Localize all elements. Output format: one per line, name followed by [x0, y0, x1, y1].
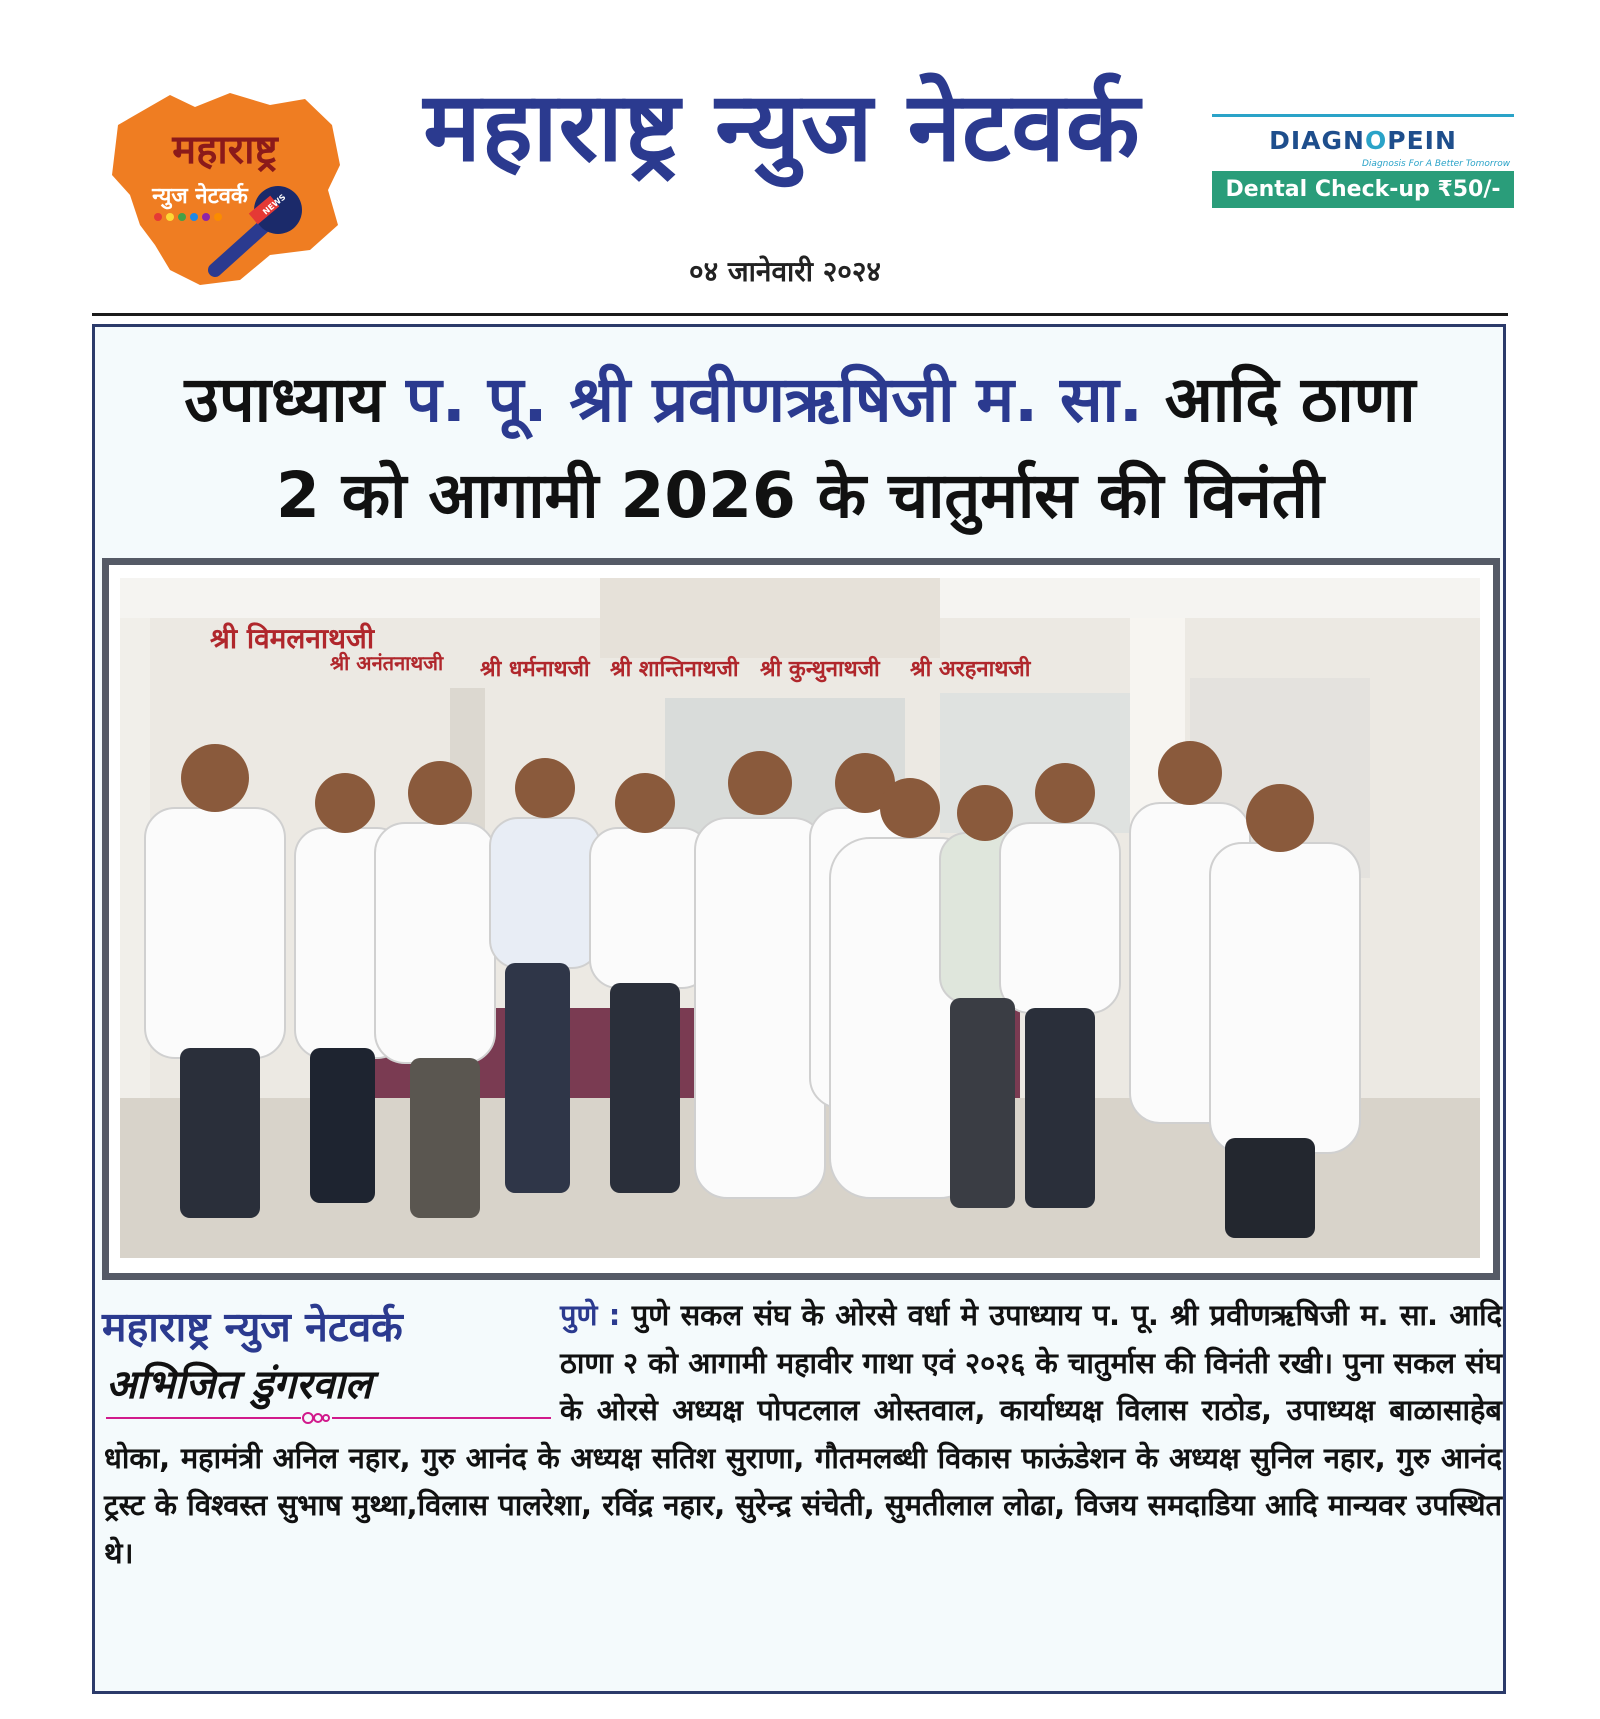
brand-o-icon: O	[1364, 126, 1388, 155]
article-body	[104, 1292, 1502, 1577]
wall-text-3: श्री धर्मनाथजी	[480, 657, 590, 682]
masthead-title: महाराष्ट्र न्युज नेटवर्क	[423, 71, 1141, 183]
wall-text-6: श्री अरहनाथजी	[910, 657, 1031, 682]
article-photo	[120, 578, 1480, 1258]
dateline-city: पुणे :	[560, 1298, 621, 1332]
logo-text-bottom: न्युज नेटवर्क	[152, 184, 248, 209]
ad-banner[interactable]	[1212, 114, 1514, 210]
masthead-logo	[100, 85, 345, 290]
byline-org: महाराष्ट्र न्युज नेटवर्क	[102, 1303, 403, 1351]
wall-text-4: श्री शान्तिनाथजी	[610, 657, 739, 682]
logo-text-top: महाराष्ट्र	[172, 127, 278, 173]
byline-author: अभिजित डुंगरवाल	[106, 1362, 372, 1408]
article-body-text: पुणे सकल संघ के ओरसे वर्धा मे उपाध्याय प. पू. श्री प्रवीणऋषिजी म. सा. आदि ठाणा २ को आगामी महावीर गाथा एवं २०२६ के चातुर्मास की विनंती रखी। पुना सकल संघ के ओरसे अध्यक्ष पोपटलाल ओस्तवाल, कार्याध्यक्ष विलास राठोड, उपाध्यक्ष बाळासाहेब धोका, महामंत्री अनिल नहार, गुरु आनंद के अध्यक्ष सतिश सुराणा, गौतमलब्धी विकास फाऊंडेशन के अध्यक्ष सुनिल नहार, गुरु आनंद ट्रस्ट के विश्वस्त सुभाष मुथ्था,विलास पालरेशा, रविंद्र नहार, सुरेन्द्र संचेती, सुमतीलाल लोढा, विजय समदाडिया आदि मान्यवर उपस्थित थे।	[104, 1298, 1502, 1570]
masthead-divider	[92, 313, 1508, 316]
ad-brand: DIAGNOPEIN	[1269, 126, 1457, 155]
wall-text-1: श्री विमलनाथजी	[210, 622, 375, 655]
wall-text-5: श्री कुन्थुनाथजी	[760, 657, 880, 682]
wall-text-2: श्री अनंतनाथजी	[330, 651, 444, 675]
svg-text:NEWS: NEWS	[261, 192, 288, 217]
issue-date: ०४ जानेवारी २०२४	[689, 255, 881, 288]
ad-offer: Dental Check-up ₹50/-	[1212, 171, 1514, 208]
article-headline: उपाध्याय प. पू. श्री प्रवीणऋषिजी म. सा. आदि ठाणा 2 को आगामी 2026 के चातुर्मास की विनंती	[184, 363, 1416, 532]
ad-top-line	[1212, 114, 1514, 117]
ad-tagline: Diagnosis For A Better Tomorrow	[1362, 159, 1511, 169]
